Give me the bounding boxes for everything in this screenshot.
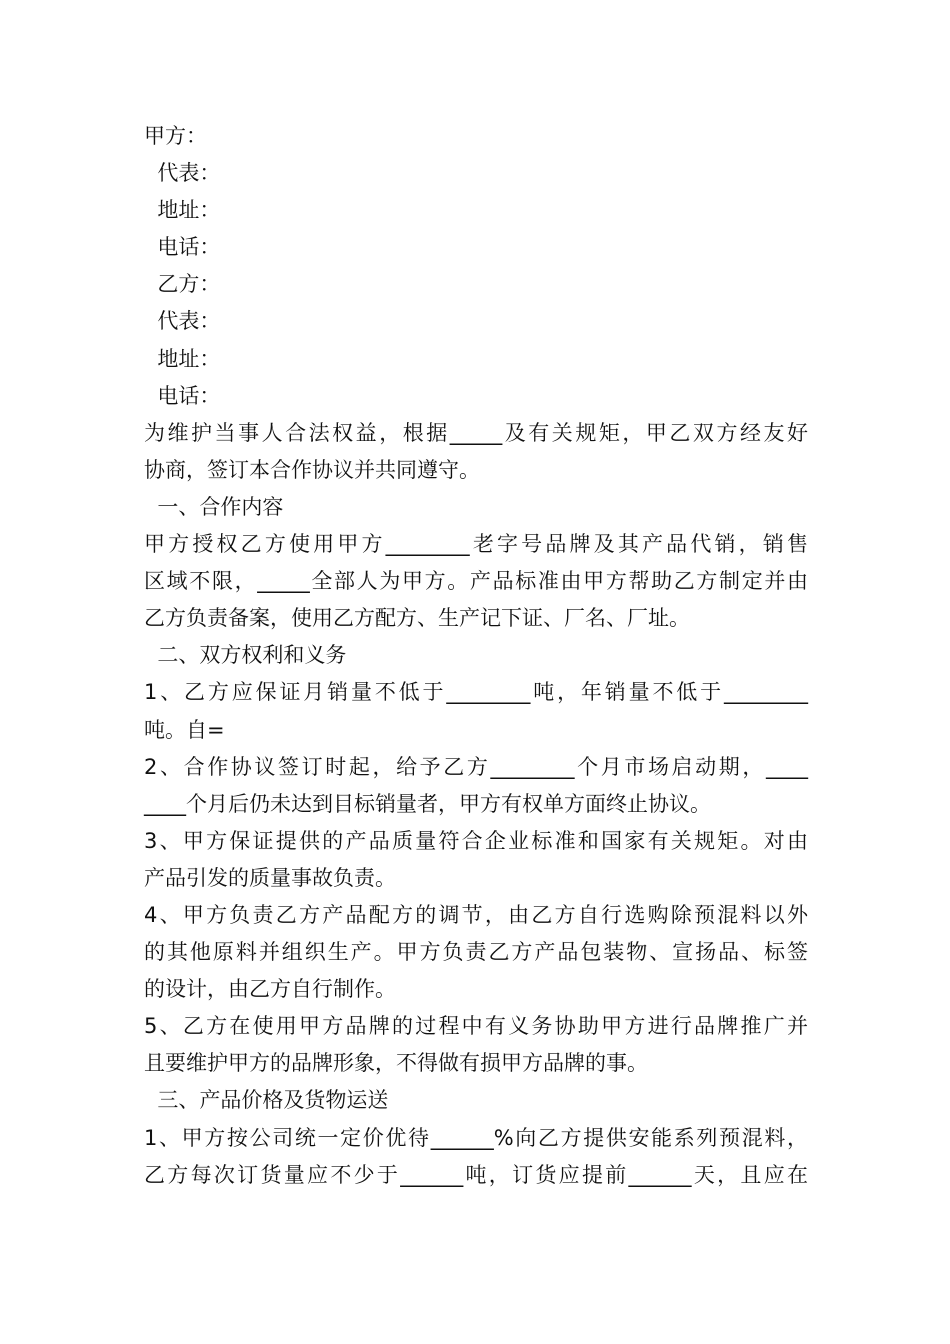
- section-1-line-3: 乙方负责备案，使用乙方配方、生产记下证、厂名、厂址。: [144, 606, 690, 631]
- clause-2-2-line-1: 2、合作协议签订时起，给予乙方________个月市场启动期，____: [144, 754, 808, 779]
- clause-2-4-line-2: 的其他原料并组织生产。甲方负责乙方产品包装物、宣扬品、标签: [144, 940, 808, 965]
- clause-3-1-line-1: 1、甲方按公司统一定价优待______%向乙方提供安能系列预混料，: [144, 1125, 808, 1150]
- clause-2-1-line-2: 吨。自=: [144, 717, 225, 742]
- clause-2-3-line-1: 3、甲方保证提供的产品质量符合企业标准和国家有关规矩。对由: [144, 828, 808, 853]
- section-1-line-2: 区域不限，_____全部人为甲方。产品标准由甲方帮助乙方制定并由: [144, 569, 808, 594]
- party-a-representative: 代表：: [144, 161, 221, 186]
- document-body: [144, 118, 808, 1194]
- clause-3-1-line-2: 乙方每次订货量应不少于______吨，订货应提前______天，且应在: [144, 1162, 808, 1187]
- section-1-heading: 一、合作内容: [144, 494, 284, 519]
- party-a-heading: 甲方：: [144, 124, 207, 148]
- party-b-address: 地址：: [144, 346, 221, 371]
- preamble-line-2: 协商，签订本合作协议并共同遵守。: [144, 457, 480, 482]
- section-3-heading: 三、产品价格及货物运送: [144, 1088, 389, 1113]
- clause-2-2-line-2: ____个月后仍未达到目标销量者，甲方有权单方面终止协议。: [144, 791, 711, 816]
- clause-2-4-line-3: 的设计，由乙方自行制作。: [144, 977, 396, 1002]
- clause-2-4-line-1: 4、甲方负责乙方产品配方的调节，由乙方自行选购除预混料以外: [144, 902, 808, 927]
- party-a-phone: 电话：: [144, 235, 221, 260]
- clause-2-3-line-2: 产品引发的质量事故负责。: [144, 865, 396, 890]
- clause-2-1-line-1: 1、乙方应保证月销量不低于________吨，年销量不低于________: [144, 680, 808, 705]
- party-b-phone: 电话：: [144, 383, 221, 408]
- section-1-line-1: 甲方授权乙方使用甲方________老字号品牌及其产品代销，销售: [144, 532, 808, 557]
- preamble-line-1: 为维护当事人合法权益，根据_____及有关规矩，甲乙双方经友好: [144, 420, 808, 445]
- clause-2-5-line-2: 且要维护甲方的品牌形象，不得做有损甲方品牌的事。: [144, 1051, 648, 1076]
- party-b-heading: 乙方：: [144, 272, 221, 297]
- clause-2-5-line-1: 5、乙方在使用甲方品牌的过程中有义务协助甲方进行品牌推广并: [144, 1014, 808, 1039]
- party-a-address: 地址：: [144, 198, 221, 223]
- party-b-representative: 代表：: [144, 309, 221, 334]
- section-2-heading: 二、双方权利和义务: [144, 643, 347, 668]
